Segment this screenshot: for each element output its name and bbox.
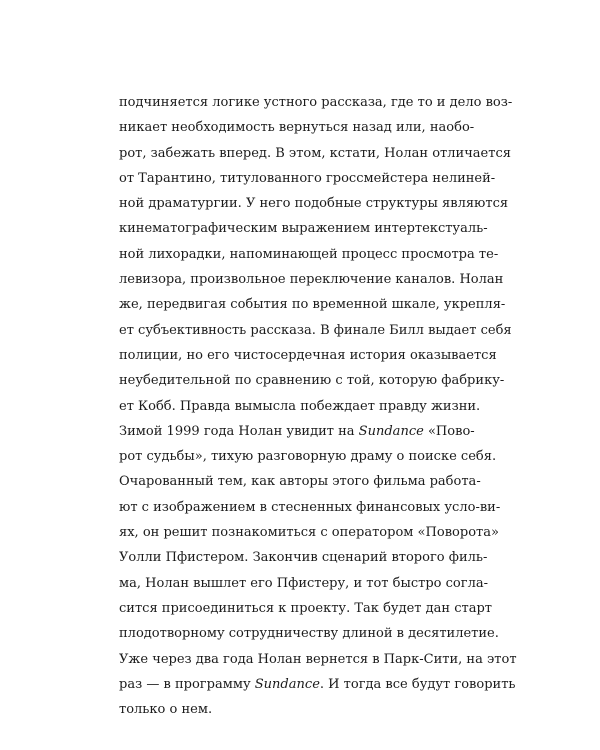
text-line: только о нем. bbox=[119, 702, 213, 718]
text-line: раз — в программу Sundance. И тогда все будут говорить bbox=[119, 676, 516, 692]
text-line: рот, забежать вперед. В этом, кстати, Нолан отличается bbox=[119, 145, 511, 161]
text-line: ет Кобб. Правда вымысла побеждает правду жизни. bbox=[119, 398, 481, 414]
text-line: Уолли Пфистером. Закончив сценарий второго филь- bbox=[119, 550, 488, 566]
text-line: же, передвигая события по временной шкале, укрепля- bbox=[119, 297, 506, 313]
text-line: Очарованный тем, как авторы этого фильма работа- bbox=[119, 474, 481, 490]
festival-name: Sundance bbox=[254, 676, 320, 692]
text-line: Зимой 1999 года Нолан увидит на Sundance «Пово- bbox=[119, 423, 475, 439]
text-line: полиции, но его чистосердечная история оказывается bbox=[119, 347, 497, 363]
text-line: Уже через два года Нолан вернется в Парк-Сити, на этот bbox=[119, 651, 517, 667]
text-line: ма, Нолан вышлет его Пфистеру, и тот быстро согла- bbox=[119, 575, 488, 591]
text-line: подчиняется логике устного рассказа, где то и дело воз- bbox=[119, 95, 513, 110]
festival-name: Sundance bbox=[358, 423, 424, 439]
text-line: ет субъективность рассказа. В финале Билл выдает себя bbox=[119, 322, 512, 338]
text-line: плодотворному сотрудничеству длиной в десятилетие. bbox=[119, 626, 499, 642]
text-line: от Тарантино, титулованного гроссмейстера нелиней- bbox=[119, 170, 496, 186]
text-line: ной лихорадки, напоминающей процесс просмотра те- bbox=[119, 246, 499, 262]
text-line: кинематографическим выражением интертекстуаль- bbox=[119, 221, 488, 237]
text-line: ют с изображением в стесненных финансовых усло-ви- bbox=[119, 499, 501, 515]
text-line: ной драматургии. У него подобные структуры являются bbox=[119, 196, 509, 212]
text-line: рот судьбы», тихую разговорную драму о поиске себя. bbox=[119, 449, 497, 465]
text-line: никает необходимость вернуться назад или, наобо- bbox=[119, 120, 475, 136]
text-line: левизора, произвольное переключение каналов. Нолан bbox=[119, 272, 504, 288]
text-line: сится присоединиться к проекту. Так будет дан старт bbox=[119, 600, 492, 616]
text-line: ях, он решит познакомиться с оператором «Поворота» bbox=[119, 525, 499, 541]
text-line: неубедительной по сравнению с той, которую фабрику- bbox=[119, 373, 505, 389]
body-text bbox=[119, 90, 519, 722]
